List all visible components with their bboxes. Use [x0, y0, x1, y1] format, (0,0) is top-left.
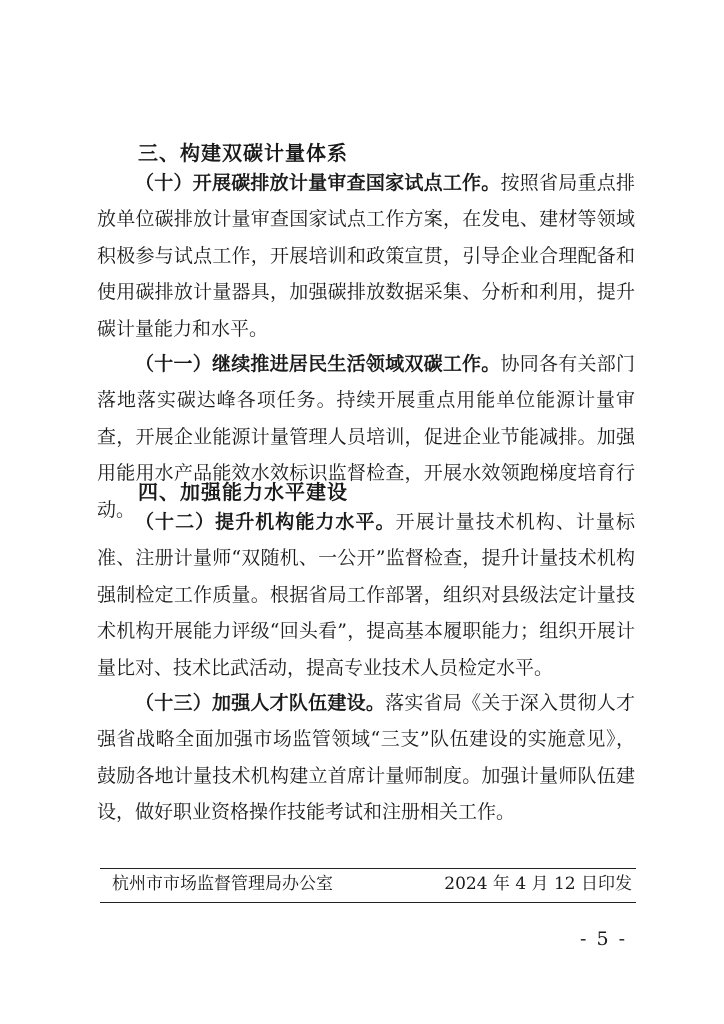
page-number: - 5 -	[580, 928, 628, 950]
paragraph-body: 开展计量技术机构、计量标准、注册计量师“双随机、一公开”监督检查，提升计量技术机构强制检定工作质量。根据省局工作部署，组织对县级法定计量技术机构开展能力评级“回头看”，提高基本履职能力；组织开展计量比对、技术比武活动，提高专业技术人员检定水平。	[97, 511, 635, 679]
footer-bottom-rule	[100, 902, 636, 903]
footer-issuance	[112, 876, 632, 893]
paragraph-10	[97, 165, 635, 347]
paragraph-body: 落实省局《关于深入贯彻人才强省战略全面加强市场监管领域“三支”队伍建设的实施意见》，鼓励各地计量技术机构建立首席计量师制度。加强计量师队伍建设，做好职业资格操作技能考试和注册相关工作。	[97, 692, 635, 824]
paragraph-lead: （十）开展碳排放计量审查国家试点工作。	[135, 172, 501, 194]
paragraph-lead: （十二）提升机构能力水平。	[135, 511, 396, 533]
paragraph-12	[97, 504, 635, 686]
issue-date: 2024 年 4 月 12 日印发	[444, 874, 632, 894]
paragraph-body: 协同各有关部门落地落实碳达峰各项任务。持续开展重点用能单位能源计量审查，开展企业能源计量管理人员培训，促进企业节能减排。加强用能用水产品能效水效标识监督检查，开展水效领跑梯度培育行动。	[97, 353, 635, 521]
issuer-name: 杭州市市场监督管理局办公室	[112, 874, 333, 894]
paragraph-lead: （十一）继续推进居民生活领域双碳工作。	[135, 353, 501, 375]
paragraph-13	[97, 685, 635, 831]
paragraph-body: 按照省局重点排放单位碳排放计量审查国家试点工作方案，在发电、建材等领域积极参与试点工作，开展培训和政策宣贯，引导企业合理配备和使用碳排放计量器具，加强碳排放数据采集、分析和利用，提升碳计量能力和水平。	[97, 172, 635, 340]
footer-top-rule	[100, 868, 636, 869]
section-heading-3: 三、构建双碳计量体系	[138, 141, 348, 165]
section-heading-4: 四、加强能力水平建设	[138, 480, 348, 504]
paragraph-lead: （十三）加强人才队伍建设。	[135, 692, 386, 714]
